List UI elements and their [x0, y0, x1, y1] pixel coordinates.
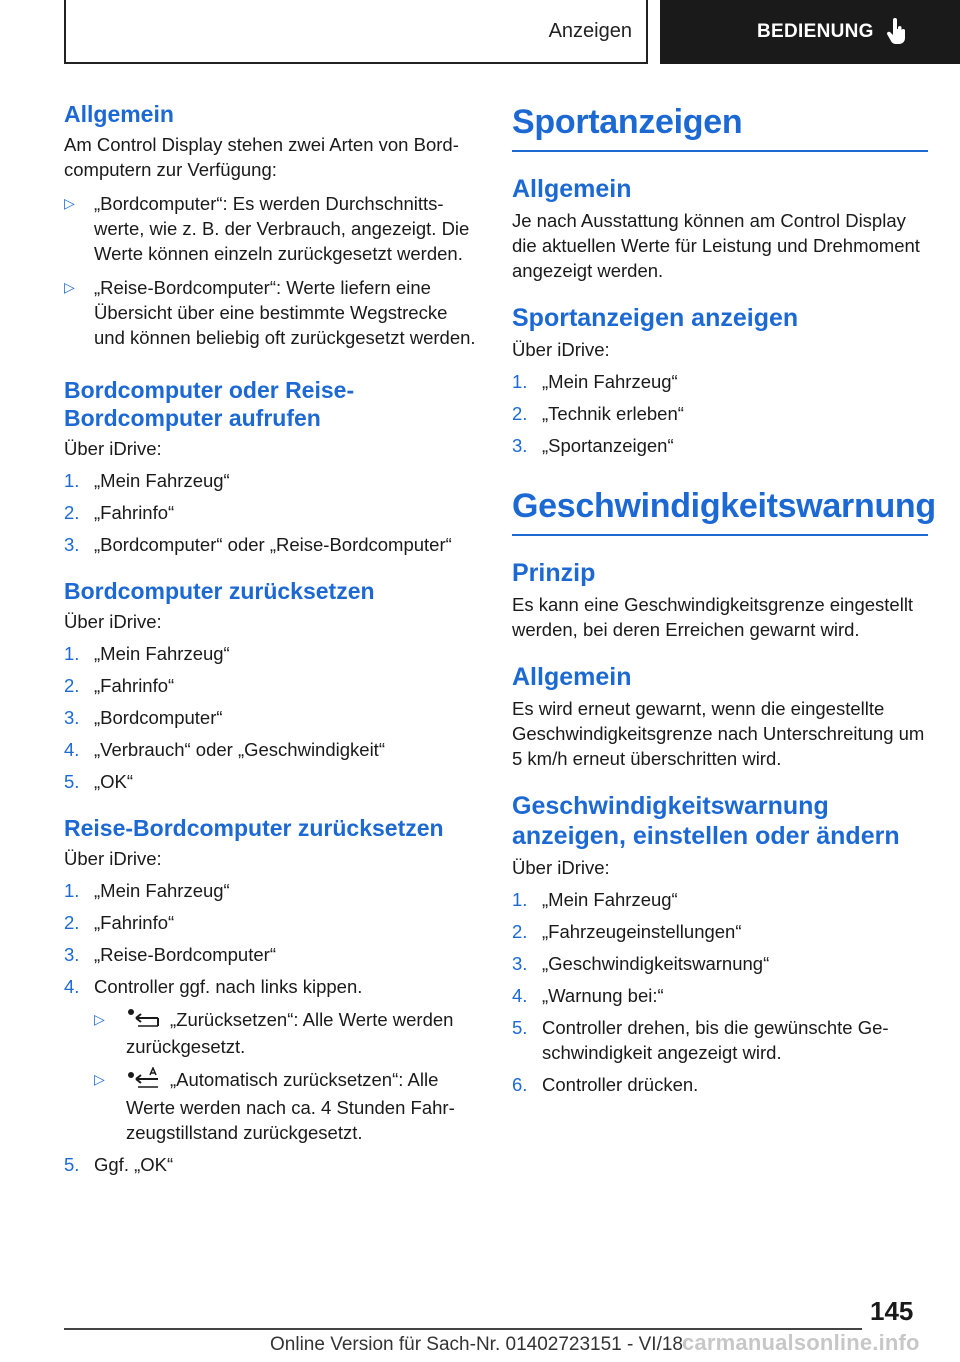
heading-reise-zuruecksetzen: Reise-Bordcomputer zurücksetzen — [64, 815, 444, 841]
list-item: 1. „Mein Fahrzeug“ — [64, 470, 230, 491]
bordcomputer-types-list — [64, 191, 480, 350]
zuruecksetzen-steps — [64, 641, 480, 794]
list-item: 2. „Fahrinfo“ — [64, 675, 175, 696]
list-item: 5. Controller drehen, bis die gewünschte Geschwindigkeit angezeigt wird. — [512, 1017, 889, 1063]
warnung-intro: Über iDrive: — [512, 857, 610, 878]
reise-intro: Über iDrive: — [64, 848, 162, 869]
reise-steps — [64, 878, 480, 999]
list-item: 2. „Fahrzeugeinstellungen“ — [512, 921, 742, 942]
list-item: ▷ „Bordcomputer“: Es werden Durchschnittswerte, wie z. B. der Verbrauch, angezeigt. Die Werte können einzeln zurückgesetzt werden. — [64, 193, 470, 264]
list-item: 4. Controller ggf. nach links kippen. — [64, 976, 363, 997]
list-item: ▷ „Automatisch zurücksetzen“: Alle Werte werden nach ca. 4 Stunden Fahrzeugstillstand zurückgesetzt. — [94, 1069, 455, 1144]
list-item: 3. „Sportanzeigen“ — [512, 435, 674, 456]
left-column — [64, 100, 480, 1177]
heading-aufrufen: Bordcomputer oder Reise-Bordcomputer aufrufen — [64, 377, 355, 431]
list-item: ▷ „Reise-Bordcomputer“: Werte liefern eine Übersicht über eine bestimmte Wegstrecke und können beliebig oft zurückgesetzt werden. — [64, 277, 476, 348]
header-chapter-box — [660, 0, 960, 64]
controller-reset-icon — [126, 1008, 160, 1034]
list-item: 3. „Reise-Bordcomputer“ — [64, 944, 276, 965]
list-item: 4. „Warnung bei:“ — [512, 985, 664, 1006]
sport-steps — [512, 369, 928, 458]
list-item: 2. „Technik erleben“ — [512, 403, 684, 424]
aufrufen-steps — [64, 468, 480, 557]
triangle-bullet-icon: ▷ — [64, 279, 75, 295]
list-item: 3. „Bordcomputer“ oder „Reise-Bordcomputer“ — [64, 534, 452, 555]
list-item: 4. „Verbrauch“ oder „Geschwindigkeit“ — [64, 739, 385, 760]
triangle-bullet-icon: ▷ — [94, 1071, 105, 1088]
list-item: 1. „Mein Fahrzeug“ — [64, 880, 230, 901]
heading-warnung-allgemein: Allgemein — [512, 663, 632, 691]
list-item: 1. „Mein Fahrzeug“ — [512, 371, 678, 392]
list-item: 1. „Mein Fahrzeug“ — [512, 889, 678, 910]
list-item: ▷ „Zurücksetzen“: Alle Werte werden zurückgesetzt. — [94, 1009, 454, 1058]
header-section-title: Anzeigen — [548, 19, 632, 42]
triangle-bullet-icon: ▷ — [94, 1011, 105, 1027]
list-item: 3. „Geschwindigkeitswarnung“ — [512, 953, 770, 974]
list-item: 3. „Bordcomputer“ — [64, 707, 223, 728]
heading-sport-allgemein: Allgemein — [512, 175, 632, 203]
heading-zuruecksetzen: Bordcomputer zurücksetzen — [64, 578, 375, 604]
allgemein-text: Am Control Display stehen zwei Arten von Bordcomputern zur Verfügung: — [64, 134, 459, 180]
heading-warnung-anzeigen: Geschwindigkeitswarnung anzeigen, einstellen oder ändern — [512, 792, 900, 850]
reise-final-step — [64, 1152, 480, 1177]
reise-suboptions — [94, 1007, 480, 1145]
hand-pointer-icon — [886, 18, 908, 46]
list-item: 1. „Mein Fahrzeug“ — [64, 643, 230, 664]
heading-allgemein: Allgemein — [64, 101, 174, 127]
list-item: 5. Ggf. „OK“ — [64, 1154, 174, 1176]
list-item: 2. „Fahrinfo“ — [64, 912, 175, 933]
header-chapter-title: BEDIENUNG — [757, 21, 874, 42]
sport-allgemein-text: Je nach Ausstattung können am Control Display die aktuellen Werte für Leistung und Drehmoment angezeigt werden. — [512, 210, 920, 281]
heading-sportanzeigen: Sportanzeigen — [512, 100, 928, 152]
heading-sportanzeigen-anzeigen: Sportanzeigen anzeigen — [512, 304, 799, 332]
list-item: 5. „OK“ — [64, 771, 134, 792]
aufrufen-intro: Über iDrive: — [64, 438, 162, 459]
heading-prinzip: Prinzip — [512, 559, 596, 587]
zuruecksetzen-intro: Über iDrive: — [64, 611, 162, 632]
warnung-allgemein-text: Es wird erneut gewarnt, wenn die eingestellte Geschwindigkeitsgrenze nach Unterschreitung um 5 km/h erneut überschritten wird. — [512, 698, 925, 769]
controller-auto-reset-icon — [126, 1067, 160, 1095]
watermark: carmanualsonline.info — [682, 1330, 920, 1355]
triangle-bullet-icon: ▷ — [64, 195, 75, 211]
header-section-box — [64, 0, 648, 64]
warnung-steps — [512, 887, 928, 1097]
footer-online-version: Online Version für Sach-Nr. 01402723151 - VI/18 — [270, 1334, 683, 1355]
list-item: 2. „Fahrinfo“ — [64, 502, 175, 523]
heading-geschwindigkeitswarnung: Geschwindigkeitswarnung — [512, 484, 928, 536]
prinzip-text: Es kann eine Geschwindigkeitsgrenze eingestellt werden, bei deren Erreichen gewarnt wird. — [512, 594, 914, 640]
list-item: 6. Controller drücken. — [512, 1074, 699, 1095]
right-column — [512, 100, 936, 1097]
sport-intro: Über iDrive: — [512, 339, 610, 360]
page-number: 145 — [870, 1296, 914, 1326]
